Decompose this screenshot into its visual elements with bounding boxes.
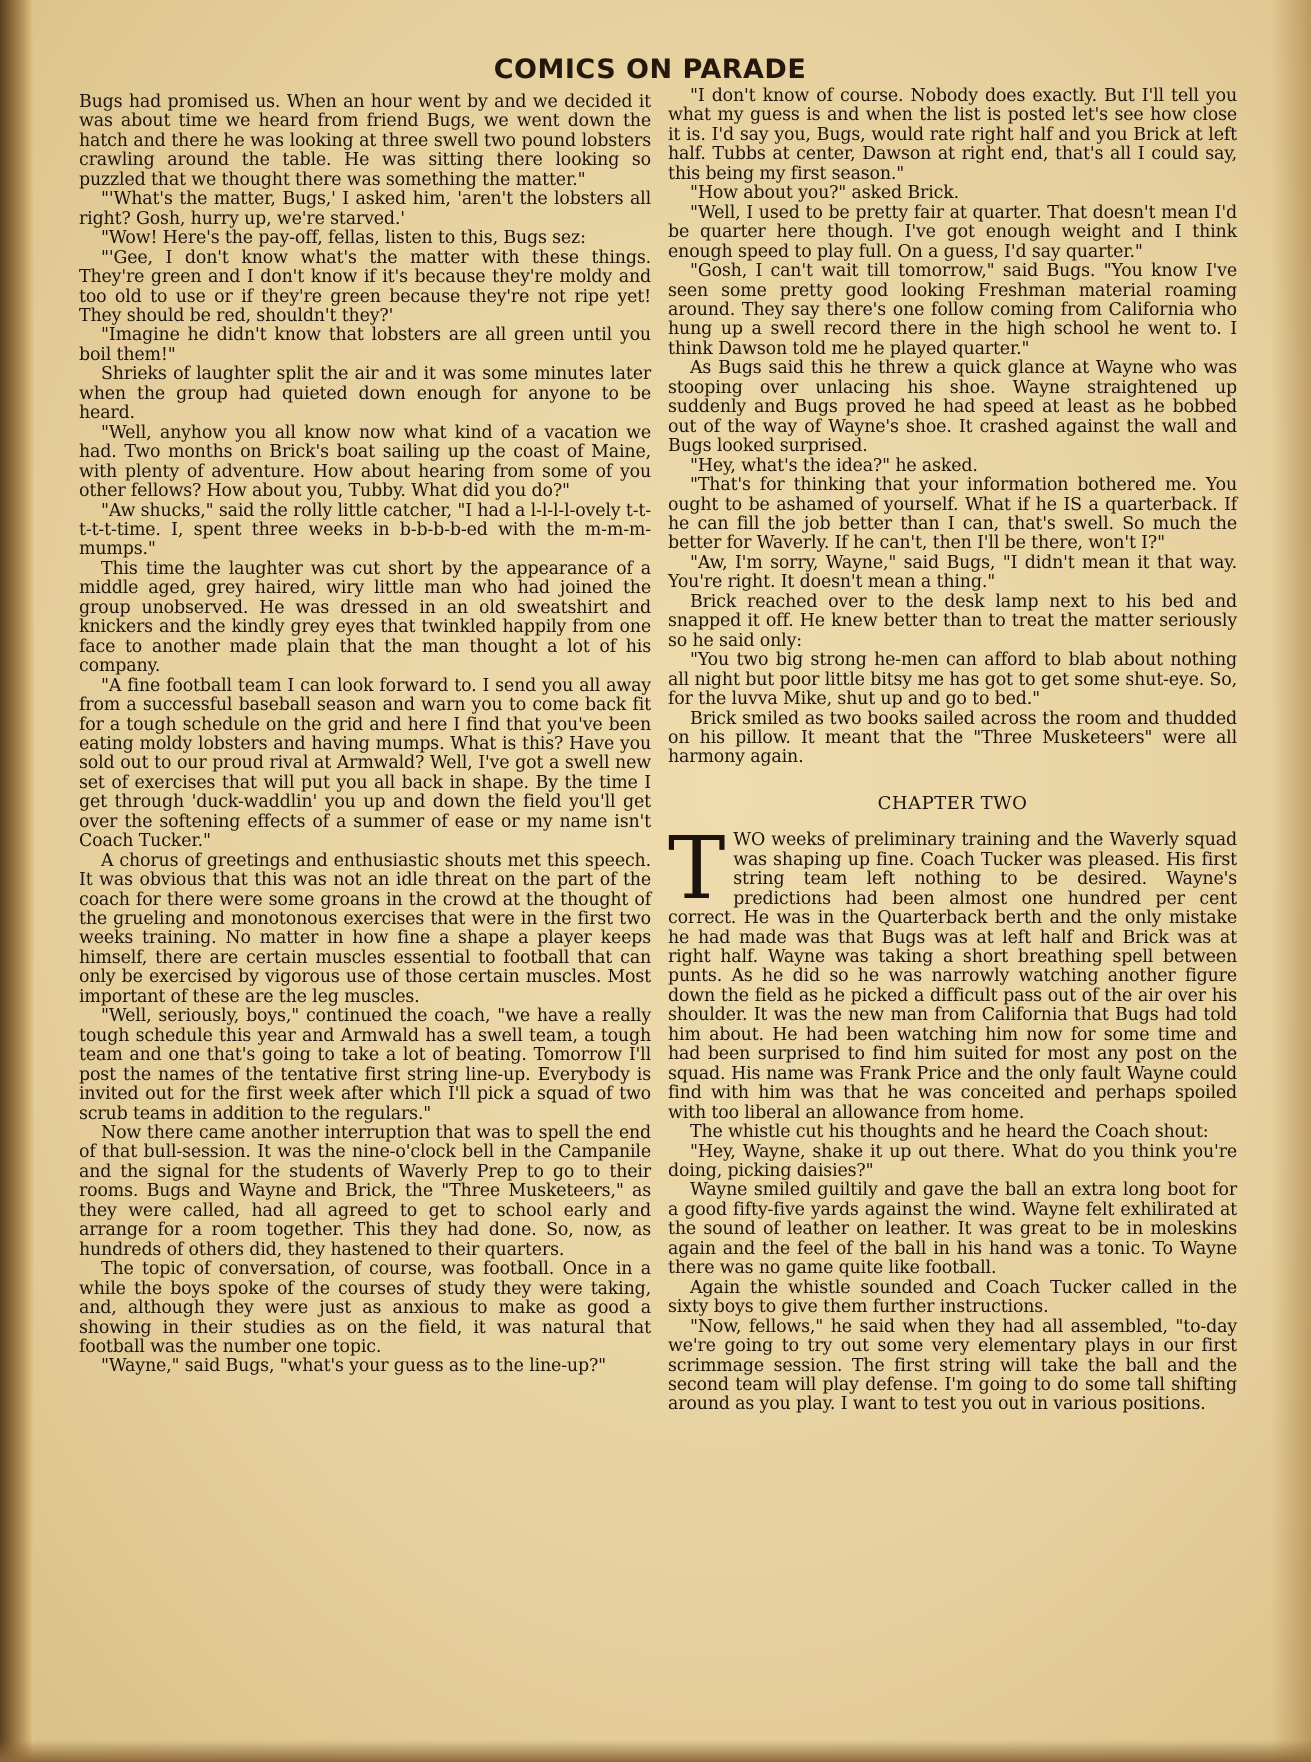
paragraph: Wayne smiled guiltily and gave the ball an extra long boot for a good fifty-five yards against the wind. Wayne felt exhilirated at the sound of leather on leather. It was great to be in moleskins again and the feel of the ball in his hand was a tonic. To Wayne there was no game quite like football. xyxy=(668,1180,1237,1279)
paragraph: "How about you?" asked Brick. xyxy=(690,183,959,204)
paragraph: "Imagine he didn't know that lobsters are all green until you boil them!" xyxy=(79,325,651,365)
paragraph: "Wow! Here's the pay-off, fellas, listen to this, Bugs sez: xyxy=(101,228,586,249)
paragraph: The topic of conversation, of course, was football. Once in a while the boys spoke of the courses of study they were taking, and, although they were just as anxious to make as good a showing in their studies as on the field, it was natural that football was the number one topic. xyxy=(79,1259,651,1357)
page-edge-shadow xyxy=(1271,0,1311,1762)
right-column xyxy=(668,87,1237,1702)
paragraph: "Aw shucks," said the rolly little catcher, "I had a l-l-l-l-ovely t-t-t-t-t-time. I, spent three weeks in b-b-b-b-ed with the m-m-m-mumps." xyxy=(79,500,651,560)
paragraph: "Hey, what's the idea?" he asked. xyxy=(690,455,978,476)
left-column xyxy=(79,93,651,1703)
page-header-title: COMICS ON PARADE xyxy=(493,54,807,85)
paragraph: This time the laughter was cut short by the appearance of a middle aged, grey haired, wiry little man who had joined the group unobserved. He was dressed in an old sweatshirt and knickers and the kindly grey eyes that twinkled happily from one face to another made plain that the man thought a lot of his company. xyxy=(79,558,651,677)
paragraph: "'Gee, I don't know what's the matter with these things. They're green and I don't know if it's because they're moldy and too old to use or if they're green because they're not ripe yet! They should be red, shouldn't they?' xyxy=(79,247,651,326)
paragraph: "You two big strong he-men can afford to blab about nothing all night but poor little bitsy me has got to get some shut-eye. So, for the luvva Mike, shut up and go to bed." xyxy=(668,650,1237,710)
paragraph: Bugs had promised us. When an hour went by and we decided it was about time we heard from friend Bugs, we went down the hatch and there he was looking at three swell two pound lobsters crawling around the table. He was sitting there looking so puzzled that we thought there was something the matter." xyxy=(79,92,651,190)
binding-spine xyxy=(0,0,34,1762)
paragraph: "Well, seriously, boys," continued the coach, "we have a really tough schedule this year and Armwald has a swell team, a tough team and one that's going to take a lot of beating. Tomorrow I'll post the names of the tentative first string line-up. Everybody is invited out for the first week after which I'll pick a squad of two scrub teams in addition to the regulars." xyxy=(79,1006,651,1124)
paragraph: "I don't know of course. Nobody does exactly. But I'll tell you what my guess is and when the list is posted let's see how close it is. I'd say you, Bugs, would rate right half and you Brick at left half. Tubbs at center, Dawson at right end, that's all I could say, this being my first season." xyxy=(668,86,1237,184)
paragraph: "Well, anyhow you all know now what kind of a vacation we had. Two months on Brick's boat sailing up the coast of Maine, with plenty of adventure. How about hearing from some of you other fellows? How about you, Tubby. What did you do?" xyxy=(79,422,651,502)
paragraph: "Wayne," said Bugs, "what's your guess as to the line-up?" xyxy=(101,1356,606,1377)
paragraph: "Well, I used to be pretty fair at quarter. That doesn't mean I'd be quarter here though. I've got enough weight and I think enough speed to play full. On a guess, I'd say quarter." xyxy=(668,202,1237,262)
paragraph: "'What's the matter, Bugs,' I asked him, 'aren't the lobsters all right? Gosh, hurry up, we're starved.' xyxy=(79,189,651,229)
paragraph: "Hey, Wayne, shake it up out there. What do you think you're doing, picking daisies?" xyxy=(668,1141,1237,1182)
page-bottom-edge xyxy=(0,1740,1311,1762)
paragraph: "Gosh, I can't wait till tomorrow," said Bugs. "You know I've seen some pretty good looking Freshman material roaming around. They say there's one follow coming from California who hung up a swell record there in the high school he went to. I think Dawson told me he played quarter." xyxy=(668,261,1237,359)
drop-cap: T xyxy=(668,819,726,920)
paragraph: Again the whistle sounded and Coach Tucker called in the sixty boys to give them further instructions. xyxy=(668,1277,1237,1318)
paragraph: "Now, fellows," he said when they had all assembled, "to-day we're going to try out some very elementary plays in our first scrimmage session. The first string will take the ball and the second team will play defense. I'm going to do some tall shifting around as you play. I want to test you out in various positions. xyxy=(668,1316,1237,1415)
paragraph: As Bugs said this he threw a quick glance at Wayne who was stooping over unlacing his shoe. Wayne straightened up suddenly and Bugs proved he had speed at least as he bobbed out of the way of Wayne's shoe. It crashed against the wall and Bugs looked surprised. xyxy=(668,358,1237,457)
paragraph: Shrieks of laughter split the air and it was some minutes later when the group had quieted down enough for anyone to be heard. xyxy=(79,364,651,424)
opening-text: WO weeks of preliminary training and the Waverly squad was shaping up fine. Coach Tucker was pleased. His first string team left nothing to be desired. Wayne's predictions had been almost one hundred per cent correct. He was in the Quarterback berth and the only mistake he had made was that Bugs was at left half and Brick was at right half. Wayne was taking a short breathing spell between punts. As he did so he was narrowly watching another figure down the field as he picked a difficult pass out of the air over his shoulder. It was the new man from California that Bugs had told him about. He had been watching him now for some time and had been surprised to find him suited for most any post on the squad. His name was Frank Price and the only fault Wayne could find with him was that he was conceited and perhaps spoiled with too liberal an allowance from home. xyxy=(668,830,1237,1123)
chapter-opening-paragraph xyxy=(668,819,1237,1123)
chapter-heading: CHAPTER TWO xyxy=(877,792,1028,814)
paragraph: A chorus of greetings and enthusiastic shouts met this speech. It was obvious that this was not an idle threat on the part of the coach for there were some groans in the crowd at the thought of the grueling and monotonous exercises that were in the first two weeks training. No matter in how fine a shape a player keeps himself, there are certain muscles essential to football that can only be exercised by vigorous use of those certain muscles. Most important of these are the leg muscles. xyxy=(79,850,651,1007)
paragraph: "That's for thinking that your information bothered me. You ought to be ashamed of yourself. What if he IS a quarterback. If he can fill the job better than I can, that's swell. So much the better for Waverly. If he can't, then I'll be there, won't I?" xyxy=(668,475,1237,554)
paragraph: Now there came another interruption that was to spell the end of that bull-session. It was the nine-o'clock bell in the Campanile and the signal for the students of Waverly Prep to go to their rooms. Bugs and Wayne and Brick, the "Three Musketeers," as they were called, had all agreed to get to school early and arrange for a room together. This they had done. So, now, as hundreds of others did, they hastened to their quarters. xyxy=(79,1123,651,1260)
paragraph: The whistle cut his thoughts and he heard the Coach shout: xyxy=(690,1122,1209,1143)
paragraph: Brick reached over to the desk lamp next to his bed and snapped it off. He knew better than to treat the matter seriously so he said only: xyxy=(668,591,1237,651)
paragraph: "Aw, I'm sorry, Wayne," said Bugs, "I didn't mean it that way. You're right. It doesn't mean a thing." xyxy=(668,552,1237,593)
paragraph: Brick smiled as two books sailed across the room and thudded on his pillow. It meant that the "Three Musketeers" were all harmony again. xyxy=(668,708,1237,768)
paragraph: "A fine football team I can look forward to. I send you all away from a successful baseball season and warn you to come back fit for a tough schedule on the grid and here I find that you've been eating moldy lobsters and having mumps. What is this? Have you sold out to our proud rival at Armwald? Well, I've got a swell new set of exercises that will put you all back in shape. By the time I get through 'duck-waddlin' you up and down the field you'll get over the softening effects of a summer of ease or my name isn't Coach Tucker." xyxy=(79,675,651,852)
